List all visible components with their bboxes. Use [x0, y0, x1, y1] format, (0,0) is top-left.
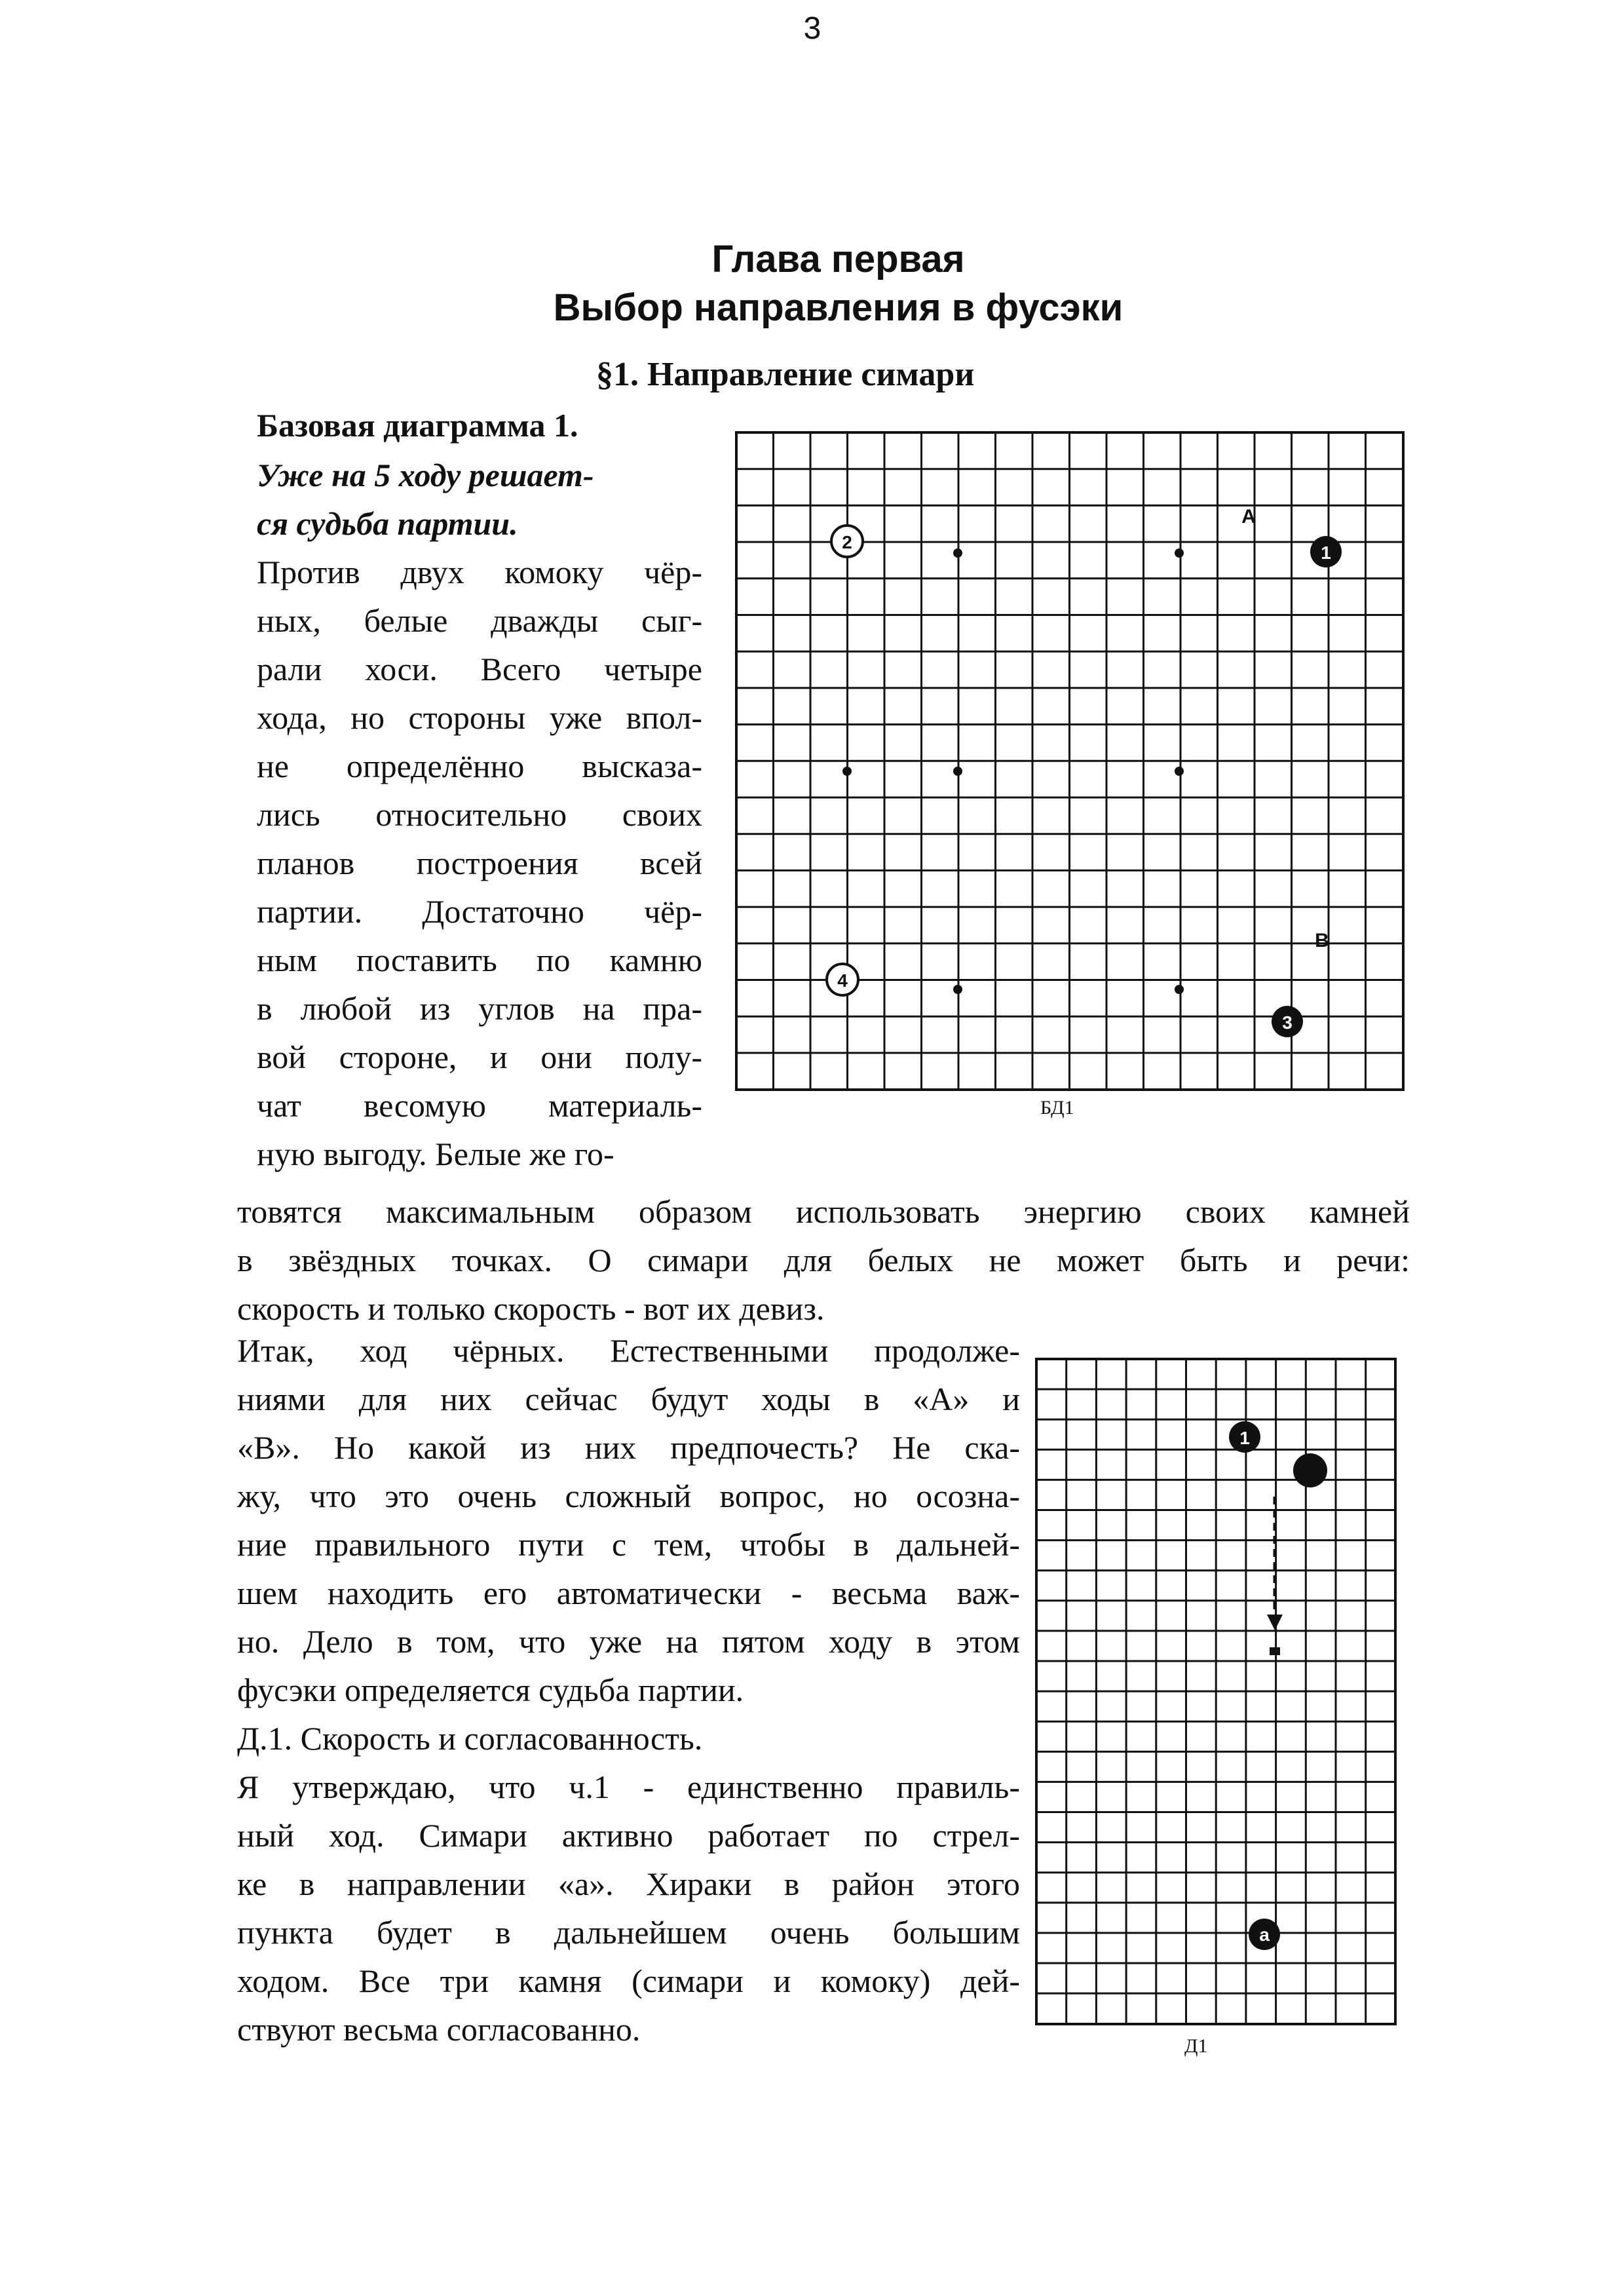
go-board-diagram-1 — [727, 426, 1422, 1120]
text-line: ходом. Все три камня (симари и комоку) дей- — [237, 1962, 1020, 1999]
text-line: шем находить его автоматически - весьма важ- — [237, 1575, 1020, 1611]
board2-caption: Д1 — [1184, 2035, 1208, 2057]
hoshi-point — [1175, 985, 1184, 994]
board1-caption: БД1 — [1040, 1097, 1074, 1119]
hoshi-point — [1175, 767, 1184, 776]
text-line: Против двух комоку чёр- — [257, 554, 702, 590]
board1-stone-white-4 — [827, 964, 858, 995]
board1-stone-black-3 — [1272, 1006, 1303, 1037]
diagram-subtitle-line: Уже на 5 ходу решает- — [257, 457, 594, 493]
text-line: но. Дело в том, что уже на пятом ходу в этом — [237, 1623, 1020, 1660]
board2-point-marker — [1270, 1647, 1280, 1655]
text-line: ке в направлении «а». Хираки в район этого — [237, 1866, 1020, 1902]
text-line: «В». Но какой из них предпочесть? Не ска- — [237, 1429, 1020, 1466]
text-line: Итак, ход чёрных. Естественными продолже- — [237, 1332, 1020, 1369]
text-line: рали хоси. Всего четыре — [257, 651, 702, 687]
chapter-title: Выбор направления в фусэки — [553, 286, 1124, 329]
text-line: ным поставить по камню — [257, 942, 702, 978]
board2-stone-black-1 — [1229, 1421, 1260, 1453]
text-line: товятся максимальным образом использовать энергию своих камней — [237, 1193, 1410, 1230]
text-line: пункта будет в дальнейшем очень большим — [237, 1914, 1020, 1951]
text-line: в любой из углов на пра- — [257, 990, 702, 1027]
text-line: Я утверждаю, что ч.1 - единственно правиль- — [237, 1769, 1020, 1805]
svg-text:1: 1 — [1239, 1428, 1250, 1448]
page-number: 3 — [803, 11, 821, 46]
board1-stone-black-1 — [1310, 536, 1342, 567]
paragraph-full — [237, 1187, 1410, 1333]
paragraph-narrow — [257, 548, 702, 1178]
paragraph-lower — [237, 1326, 1020, 2054]
text-line: ствуют весьма согласованно. — [237, 2011, 641, 2048]
diagram-subtitle-line: ся судьба партии. — [257, 505, 518, 542]
text-line: жу, что это очень сложный вопрос, но осозна- — [237, 1478, 1020, 1514]
svg-text:3: 3 — [1282, 1012, 1293, 1033]
text-line: планов построения всей — [257, 845, 702, 881]
go-board-diagram-2 — [1029, 1352, 1402, 2034]
text-line: ных, белые дважды сыг- — [257, 602, 702, 639]
board1-mark-b: B — [1315, 930, 1329, 951]
text-line: ную выгоду. Белые же го- — [257, 1136, 614, 1172]
d1-heading: Д.1. Скорость и согласованность. — [237, 1720, 703, 1757]
text-line: хода, но стороны уже впол- — [257, 699, 702, 736]
text-line: скорость и только скорость - вот их девиз. — [237, 1290, 825, 1327]
hoshi-point — [953, 985, 962, 994]
hoshi-point — [1175, 548, 1184, 558]
board2-stone-black-a — [1249, 1919, 1280, 1950]
text-line: ние правильного пути с тем, чтобы в дальней- — [237, 1526, 1020, 1563]
text-line: фусэки определяется судьба партии. — [237, 1672, 744, 1708]
board2-stone-black — [1293, 1453, 1327, 1487]
hoshi-point — [842, 767, 852, 776]
hoshi-point — [953, 548, 962, 558]
text-line: вой стороне, и они полу- — [257, 1039, 702, 1075]
text-line: ниями для них сейчас будут ходы в «А» и — [237, 1381, 1020, 1417]
svg-text:a: a — [1259, 1924, 1270, 1945]
board1-stone-white-2 — [831, 526, 863, 557]
svg-text:1: 1 — [1321, 543, 1331, 563]
board2-arrow-head — [1267, 1615, 1283, 1630]
svg-text:4: 4 — [837, 970, 848, 991]
text-line: в звёздных точках. О симари для белых не может быть и речи: — [237, 1242, 1410, 1278]
chapter-number-title: Глава первая — [711, 238, 965, 280]
text-line: ный ход. Симари активно работает по стрел- — [237, 1817, 1020, 1854]
svg-text:2: 2 — [842, 532, 852, 552]
hoshi-point — [953, 767, 962, 776]
text-line: партии. Достаточно чёр- — [257, 893, 702, 930]
text-line: лись относительно своих — [257, 796, 702, 833]
text-line: не определённо высказа- — [257, 748, 702, 784]
board1-mark-a: A — [1241, 506, 1256, 527]
diagram-heading: Базовая диаграмма 1. — [257, 407, 578, 444]
text-line: чат весомую материаль- — [257, 1087, 702, 1124]
section-title: §1. Направление симари — [596, 356, 975, 393]
